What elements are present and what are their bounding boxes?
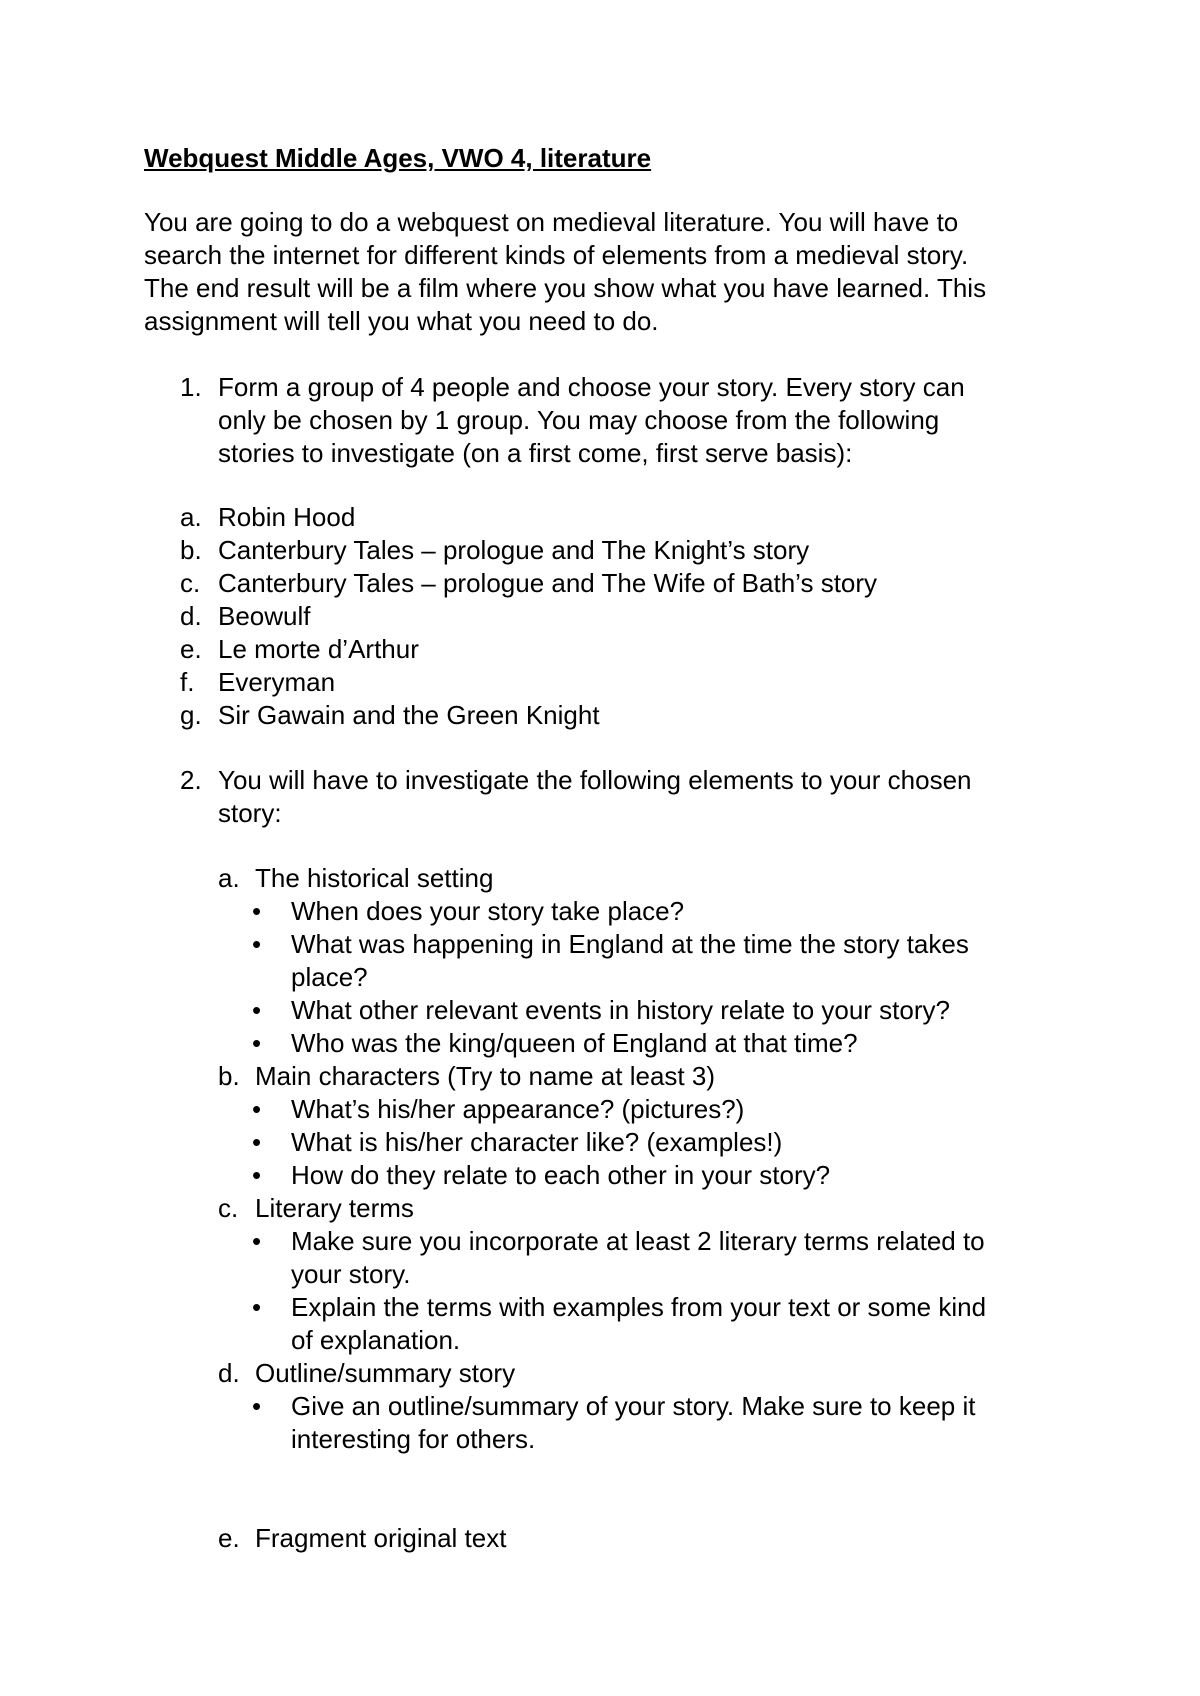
intro-line: The end result will be a film where you show what you have learned. This (144, 273, 987, 303)
element-heading: Literary terms (255, 1193, 414, 1223)
bullet-icon: • (252, 1391, 262, 1421)
step-line: You will have to investigate the following elements to your chosen (218, 765, 972, 795)
step-line: Form a group of 4 people and choose your story. Every story can (218, 372, 965, 402)
bullet-text: Give an outline/summary of your story. Make sure to keep it (291, 1391, 976, 1421)
story-letter: d. (180, 601, 202, 631)
bullet-text: your story. (291, 1259, 411, 1289)
story-letter: a. (180, 502, 202, 532)
element-letter: e. (218, 1523, 240, 1553)
bullet-text: What’s his/her appearance? (pictures?) (291, 1094, 745, 1124)
step-line: stories to investigate (on a first come, first serve basis): (218, 438, 853, 468)
step-number: 1. (180, 372, 202, 402)
element-letter: d. (218, 1358, 240, 1388)
bullet-icon: • (252, 1292, 262, 1322)
element-heading: The historical setting (255, 863, 494, 893)
bullet-text: Make sure you incorporate at least 2 literary terms related to (291, 1226, 985, 1256)
intro-line: You are going to do a webquest on medieval literature. You will have to (144, 207, 959, 237)
element-letter: b. (218, 1061, 240, 1091)
step-line: story: (218, 798, 282, 828)
bullet-text: How do they relate to each other in your story? (291, 1160, 831, 1190)
bullet-icon: • (252, 929, 262, 959)
element-heading: Main characters (Try to name at least 3) (255, 1061, 715, 1091)
story-letter: g. (180, 700, 202, 730)
story-letter: b. (180, 535, 202, 565)
element-letter: c. (218, 1193, 239, 1223)
story-item: Everyman (218, 667, 336, 697)
step-line: only be chosen by 1 group. You may choose from the following (218, 405, 940, 435)
story-letter: e. (180, 634, 202, 664)
story-item: Beowulf (218, 601, 311, 631)
bullet-text: Who was the king/queen of England at that time? (291, 1028, 858, 1058)
bullet-text: When does your story take place? (291, 896, 685, 926)
bullet-text: What is his/her character like? (examples!) (291, 1127, 783, 1157)
bullet-icon: • (252, 1094, 262, 1124)
story-item: Canterbury Tales – prologue and The Knight’s story (218, 535, 810, 565)
story-item: Canterbury Tales – prologue and The Wife of Bath’s story (218, 568, 878, 598)
intro-line: search the internet for different kinds of elements from a medieval story. (144, 240, 969, 270)
bullet-text: What other relevant events in history relate to your story? (291, 995, 950, 1025)
bullet-icon: • (252, 1127, 262, 1157)
story-item: Le morte d’Arthur (218, 634, 419, 664)
story-letter: c. (180, 568, 201, 598)
bullet-icon: • (252, 995, 262, 1025)
element-heading: Fragment original text (255, 1523, 507, 1553)
story-letter: f. (180, 667, 195, 697)
step-number: 2. (180, 765, 202, 795)
bullet-text: Explain the terms with examples from your text or some kind (291, 1292, 987, 1322)
bullet-icon: • (252, 1028, 262, 1058)
story-item: Sir Gawain and the Green Knight (218, 700, 600, 730)
document-title: Webquest Middle Ages, VWO 4, literature (144, 143, 652, 173)
story-item: Robin Hood (218, 502, 356, 532)
element-letter: a. (218, 863, 240, 893)
bullet-text: interesting for others. (291, 1424, 536, 1454)
bullet-text: place? (291, 962, 368, 992)
bullet-text: of explanation. (291, 1325, 461, 1355)
bullet-icon: • (252, 1226, 262, 1256)
bullet-icon: • (252, 1160, 262, 1190)
intro-line: assignment will tell you what you need to do. (144, 306, 659, 336)
bullet-text: What was happening in England at the time the story takes (291, 929, 969, 959)
element-heading: Outline/summary story (255, 1358, 516, 1388)
bullet-icon: • (252, 896, 262, 926)
